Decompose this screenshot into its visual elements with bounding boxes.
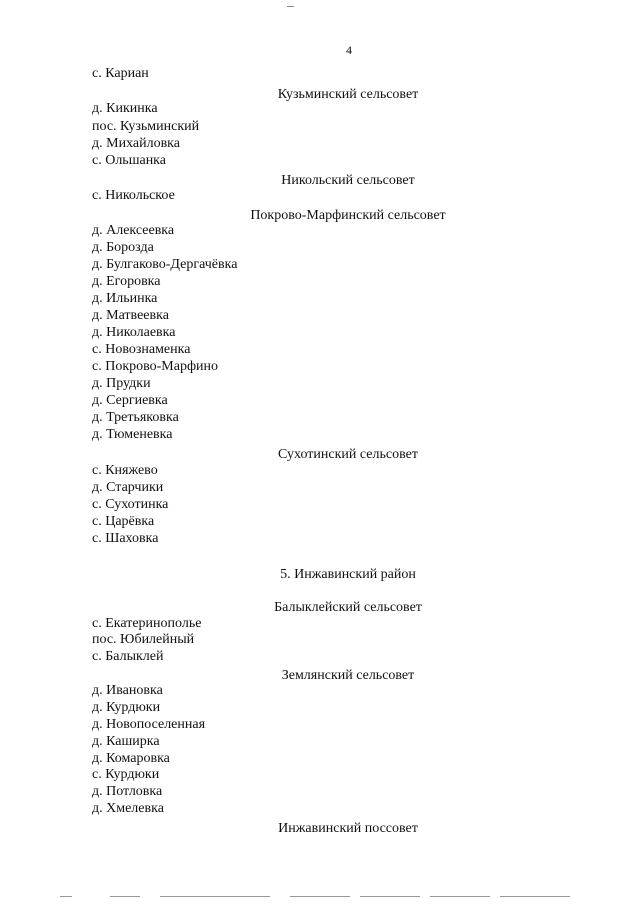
locality-item: д. Ивановка — [92, 683, 163, 698]
locality-item: д. Ильинка — [92, 291, 158, 306]
scan-artifact — [360, 896, 420, 897]
locality-item: д. Борозда — [92, 240, 154, 255]
locality-item: д. Алексеевка — [92, 223, 175, 238]
scan-artifact — [60, 896, 72, 897]
section-heading: Сухотинский сельсовет — [278, 447, 418, 462]
locality-item: д. Комаровка — [92, 751, 170, 766]
locality-item: пос. Юбилейный — [92, 632, 195, 647]
section-heading: Балыклейский сельсовет — [274, 600, 422, 615]
locality-item: д. Курдюки — [92, 700, 161, 715]
locality-item: д. Николаевка — [92, 325, 176, 340]
section-heading: Никольский сельсовет — [281, 173, 415, 188]
scan-artifact — [160, 896, 270, 897]
locality-item: д. Каширка — [92, 734, 160, 749]
locality-item: д. Матвеевка — [92, 308, 169, 323]
locality-item: д. Сергиевка — [92, 393, 168, 408]
locality-item: д. Михайловка — [92, 136, 180, 151]
scan-artifact — [430, 896, 490, 897]
locality-item: с. Курдюки — [92, 767, 160, 782]
locality-item: пос. Кузьминский — [92, 119, 200, 134]
locality-item: с. Ольшанка — [92, 153, 166, 168]
locality-item: с. Шаховка — [92, 531, 159, 546]
section-heading: Инжавинский поссовет — [278, 821, 418, 836]
locality-item: с. Кариан — [92, 66, 149, 81]
locality-item: д. Хмелевка — [92, 801, 164, 816]
locality-item: д. Егоровка — [92, 274, 161, 289]
locality-item: с. Сухотинка — [92, 497, 169, 512]
section-heading: 5. Инжавинский район — [280, 567, 416, 582]
locality-item: с. Балыклей — [92, 649, 164, 664]
section-heading: Кузьминский сельсовет — [277, 87, 419, 102]
locality-item: д. Старчики — [92, 480, 164, 495]
locality-item: с. Царёвка — [92, 514, 155, 529]
locality-item: д. Прудки — [92, 376, 151, 391]
locality-item: д. Тюменевка — [92, 427, 173, 442]
locality-item: д. Кикинка — [92, 101, 158, 116]
locality-item: д. Новопоселенная — [92, 717, 206, 732]
locality-item: с. Покрово-Марфино — [92, 359, 219, 374]
scan-artifact — [290, 896, 350, 897]
locality-item: с. Княжево — [92, 463, 158, 478]
locality-item: д. Третьяковка — [92, 410, 179, 425]
section-heading: Покрово-Марфинский сельсовет — [250, 208, 446, 223]
locality-item: д. Булгаково-Дергачёвка — [92, 257, 238, 272]
scan-artifact — [500, 896, 570, 897]
page-number: 4 — [346, 43, 352, 57]
scan-artifact — [110, 896, 140, 897]
locality-item: д. Потловка — [92, 784, 163, 799]
section-heading: Землянский сельсовет — [281, 668, 415, 683]
locality-item: с. Екатеринополье — [92, 616, 202, 631]
locality-item: с. Никольское — [92, 188, 175, 203]
locality-item: с. Новознаменка — [92, 342, 191, 357]
scan-mark — [287, 6, 294, 7]
